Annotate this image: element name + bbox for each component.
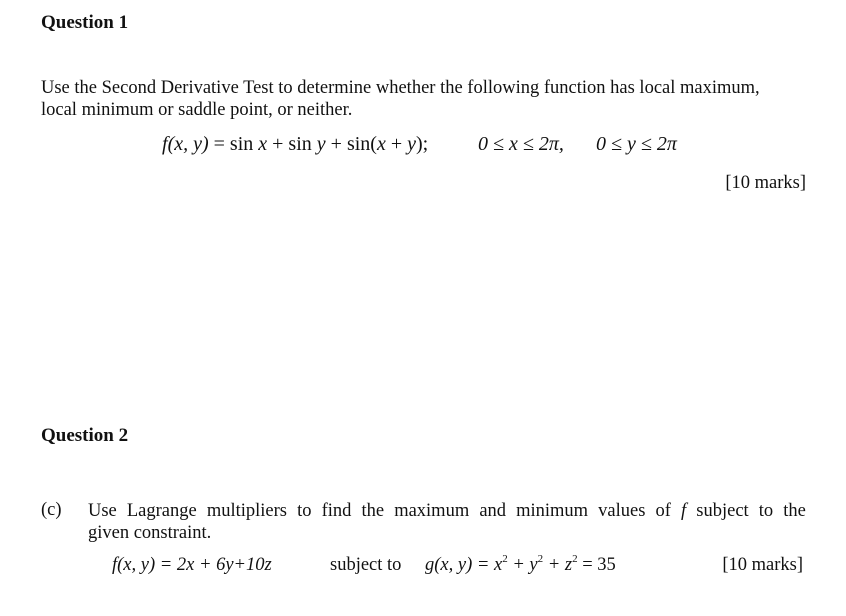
- formula-x: x: [258, 133, 268, 155]
- formula-close: );: [416, 133, 429, 155]
- question-2-word: f: [681, 501, 687, 521]
- formula-plus-sin-open: + sin(: [325, 133, 377, 155]
- question-1-text-line-1: Use the Second Derivative Test to determine whether the following function has local maximum,: [41, 78, 760, 98]
- formula-plus-sin: + sin: [267, 133, 317, 155]
- question-2-word: to: [758, 501, 774, 521]
- question-2-objective-function: f(x, y) = 2x + 6y+10z: [112, 555, 272, 575]
- question-1-function-formula: [162, 133, 428, 156]
- question-2-subject-to: subject to: [330, 555, 402, 575]
- question-1-text-line-2: local minimum or saddle point, or neither.: [41, 100, 353, 120]
- question-2-word: minimum: [516, 501, 589, 521]
- question-2-word: values: [598, 501, 646, 521]
- question-2-word: maximum: [394, 501, 470, 521]
- formula-x2: x: [376, 133, 386, 155]
- question-2-word: of: [655, 501, 671, 521]
- question-2-word: the: [361, 501, 385, 521]
- question-2-heading: Question 2: [41, 425, 129, 446]
- question-2-marks: [10 marks]: [722, 555, 803, 575]
- formula-y2: y: [407, 133, 417, 155]
- question-1-marks: [10 marks]: [725, 173, 806, 193]
- formula-y: y: [316, 133, 326, 155]
- question-2-word: multipliers: [206, 501, 287, 521]
- question-2-word: Use: [88, 501, 117, 521]
- question-2-word: find: [321, 501, 352, 521]
- question-2-word: Lagrange: [126, 501, 197, 521]
- question-2-word: the: [783, 501, 806, 521]
- formula-plus: +: [385, 133, 408, 155]
- question-2-text-line-1: [88, 500, 806, 522]
- question-1-domain-y: 0 ≤ y ≤ 2π: [596, 133, 677, 155]
- question-2-text: [88, 500, 806, 544]
- formula-eq: = sin: [208, 133, 259, 155]
- question-2-part-label: (c): [41, 500, 62, 520]
- formula-f: f: [162, 133, 168, 155]
- question-2-text-line-2: given constraint.: [88, 523, 212, 543]
- question-2-word: subject: [696, 501, 749, 521]
- question-2-word: to: [297, 501, 312, 521]
- question-1-heading: Question 1: [41, 12, 129, 33]
- formula-args: (x, y): [167, 133, 209, 155]
- question-2-word: and: [479, 501, 507, 521]
- question-2-constraint: g(x, $y) = x^2 + y^2 + z^2 = 35$: [425, 553, 616, 575]
- question-1-domain-x: 0 ≤ x ≤ 2π,: [478, 133, 564, 155]
